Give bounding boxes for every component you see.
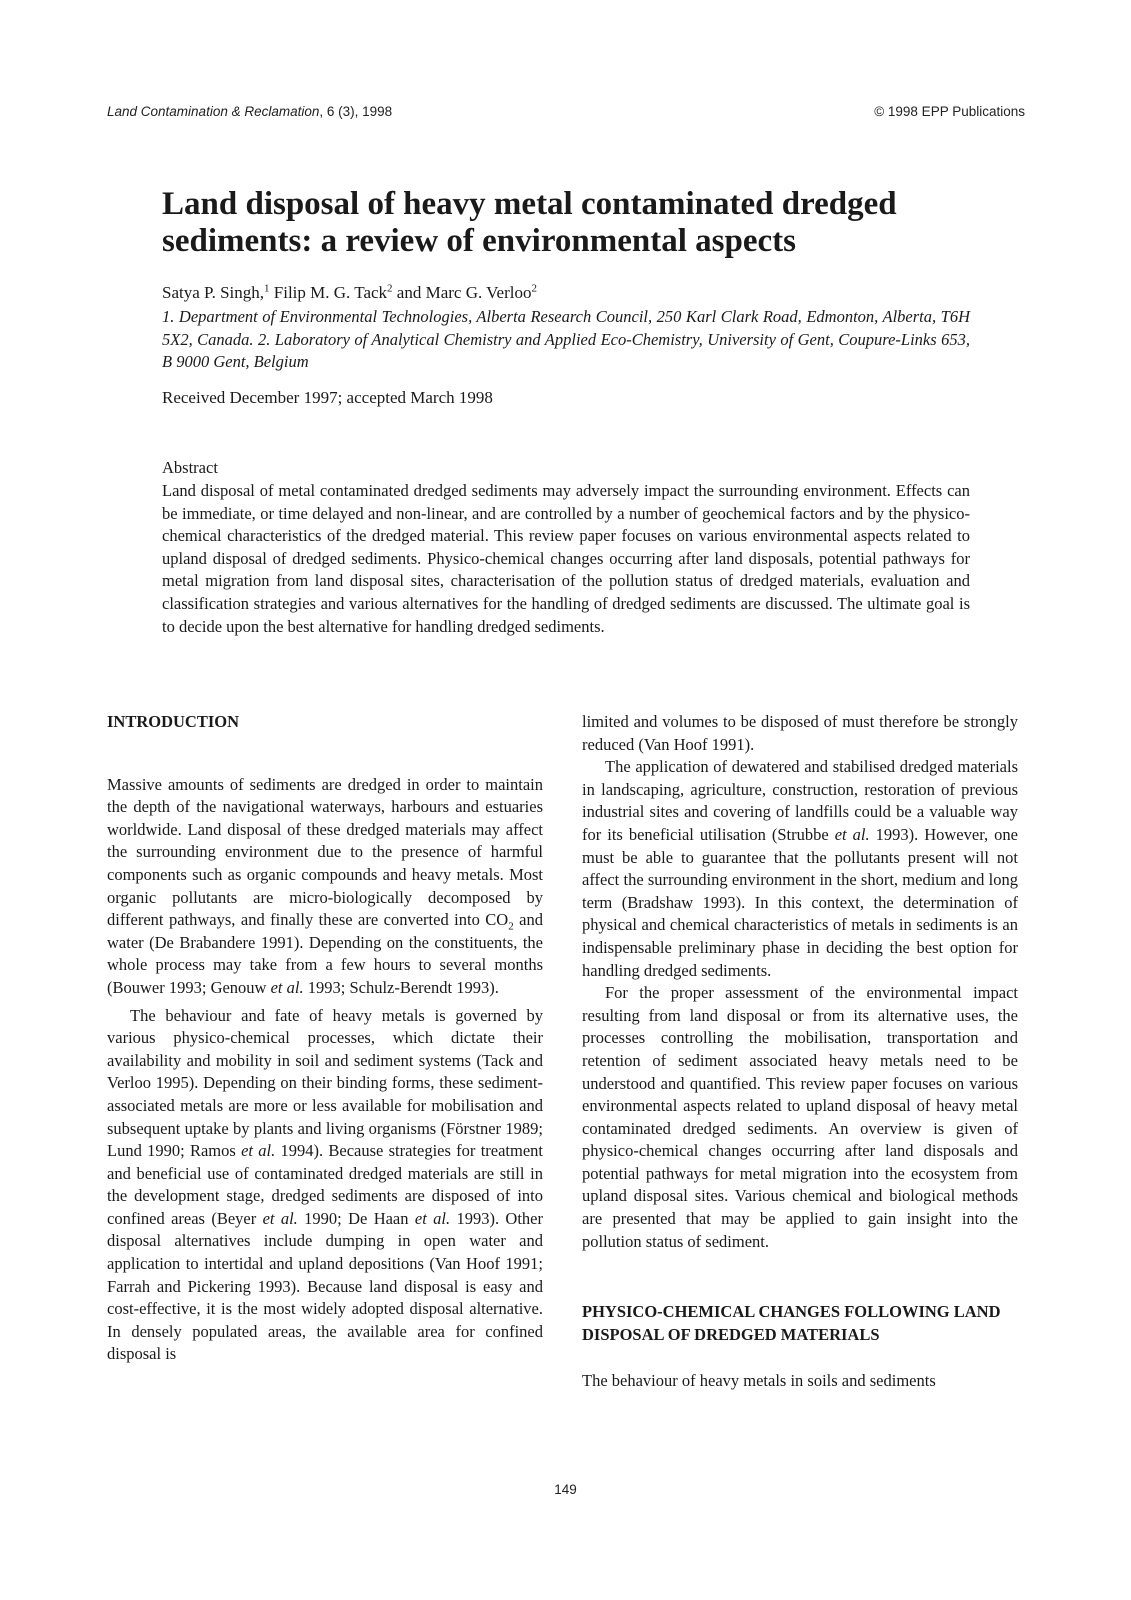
section2-paragraph-1: The behaviour of heavy metals in soils and sediments xyxy=(582,1371,936,1391)
intro-paragraph-1: Massive amounts of sediments are dredged in order to maintain the depth of the navigational waterways, harbours and estuaries worldwide. Land disposal of these dredged materials may affect the surrounding environment due to the presence of harmful components such as organic compounds and heavy metals. Most organic pollutants are micro-biologically decomposed by different pathways, and finally these are converted into $CO_2$ and water (De Brabandere 1991). Depending on the constituents, the whole process may take from a few hours to several months (Bouwer 1993; Genouw et al. 1993; Schulz-Berendt 1993). xyxy=(107,774,543,997)
author-list xyxy=(162,282,970,304)
journal-citation xyxy=(107,104,392,119)
intro-paragraph-continued: limited and volumes to be disposed of must therefore be strongly reduced (Van Hoof 1991). xyxy=(582,712,1018,754)
author-name: Filip M. G. Tack xyxy=(269,283,388,302)
author-affiliation-mark: 1 xyxy=(264,282,270,295)
author-name: Satya P. Singh, xyxy=(162,283,265,302)
section-heading-introduction: INTRODUCTION xyxy=(107,712,240,731)
article-title: Land disposal of heavy metal contaminated dredged sediments: a review of environmental aspects xyxy=(162,186,897,259)
author-affiliation-mark: 2 xyxy=(387,282,393,295)
section-heading-physico-chemical: PHYSICO-CHEMICAL CHANGES FOLLOWING LAND DISPOSAL OF DREDGED MATERIALS xyxy=(582,1302,1001,1344)
abstract-text: Land disposal of metal contaminated dredged sediments may adversely impact the surrounding environment. Effects can be immediate, or time delayed and non-linear, and are controlled by a number of geochemical factors and by the physico-chemical characteristics of the dredged material. This review paper focuses on various environmental aspects related to upland disposal of dredged sediments. Physico-chemical changes occurring after land disposals, potential pathways for metal migration from land disposal sites, characterisation of the pollution status of dredged materials, evaluation and classification strategies and various alternatives for the handling of dredged sediments are discussed. The ultimate goal is to decide upon the best alternative for handling dredged sediments. xyxy=(162,481,970,636)
journal-name: Land Contamination & Reclamation xyxy=(107,104,320,119)
heading-spacer xyxy=(582,1346,1018,1370)
intro-paragraph-4: For the proper assessment of the environmental impact resulting from land disposal or from its alternative uses, the processes controlling the mobilisation, transportation and retention of sediment associated heavy metals need to be understood and quantified. This review paper focuses on various environmental aspects related to upland disposal of heavy metal contaminated dredged sediments. An overview is given of physico-chemical changes occurring after land disposals and potential pathways for metal migration into the ecosystem from upland disposal sites. Various chemical and biological methods are presented that may be applied to gain insight into the pollution status of sediment. xyxy=(582,983,1018,1251)
author-affiliation-mark: 2 xyxy=(531,282,537,295)
intro-paragraph-3: The application of dewatered and stabilised dredged materials in landscaping, agriculture, construction, restoration of previous industrial sites and covering of landfills could be a valuable way for its beneficial utilisation (Strubbe et al. 1993). However, one must be able to guarantee that the pollutants present will not affect the surrounding environment in the short, medium and long term (Bradshaw 1993). In this context, the determination of physical and chemical characteristics of metals in sediments is an indispensable preliminary phase in deciding the best option for handling dredged sediments. xyxy=(582,757,1018,980)
section-spacer xyxy=(582,1253,1018,1301)
heading-spacer xyxy=(107,734,543,774)
copyright-notice: © 1998 EPP Publications xyxy=(874,104,1025,119)
left-column xyxy=(107,711,543,1366)
right-column xyxy=(582,711,1018,1393)
received-dates: Received December 1997; accepted March 1998 xyxy=(162,388,493,407)
affiliations: 1. Department of Environmental Technologies, Alberta Research Council, 250 Karl Clark Road, Edmonton, Alberta, T6H 5X2, Canada. 2. Laboratory of Analytical Chemistry and Applied Eco-Chemistry, University of Gent, Coupure-Links 653, B 9000 Gent, Belgium xyxy=(162,307,970,371)
author-name: and Marc G. Verloo xyxy=(392,283,532,302)
journal-issue: , 6 (3), 1998 xyxy=(319,104,393,119)
page-number: 149 xyxy=(554,1482,577,1497)
intro-paragraph-2: The behaviour and fate of heavy metals is governed by various physico-chemical processes, which dictate their availability and mobility in soil and sediment systems (Tack and Verloo 1995). Depending on their binding forms, these sediment-associated metals are more or less available for mobilisation and subsequent uptake by plants and living organisms (Förstner 1989; Lund 1990; Ramos et al. 1994). Because strategies for treatment and beneficial use of contaminated dredged materials are still in the development stage, dredged sediments are disposed of into confined areas (Beyer et al. 1990; De Haan et al. 1993). Other disposal alternatives include dumping in open water and application to intertidal and upland depositions (Van Hoof 1991; Farrah and Pickering 1993). Because land disposal is easy and cost-effective, it is the most widely adopted disposal alternative. In densely populated areas, the available area for confined disposal is xyxy=(107,1005,544,1364)
abstract-heading: Abstract xyxy=(162,458,218,477)
